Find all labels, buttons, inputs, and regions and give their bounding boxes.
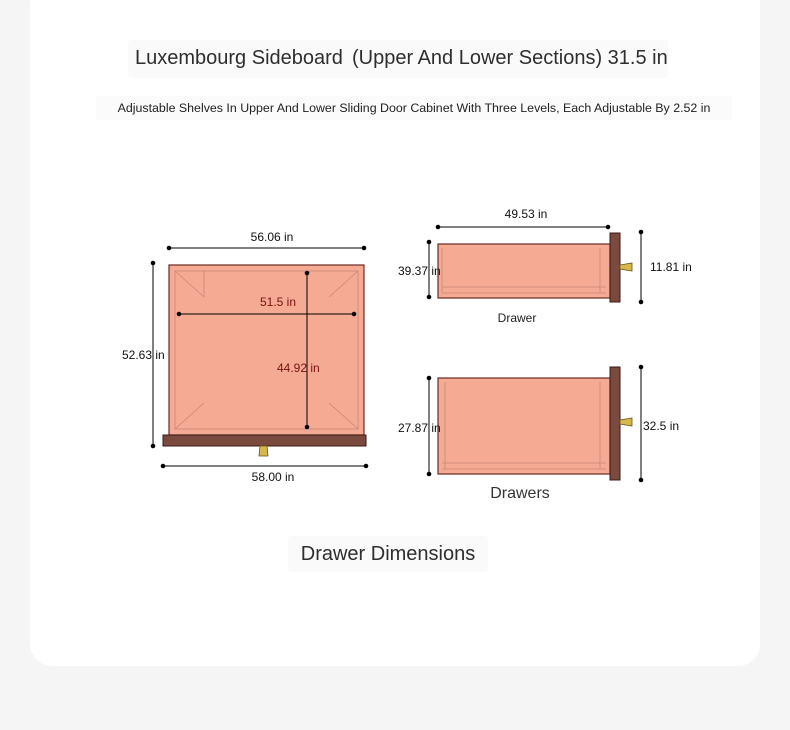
drawer-large-depth-label: 27.87 in — [398, 421, 441, 435]
drawer-small-box — [438, 244, 610, 298]
cabinet-height-label: 52.63 in — [122, 348, 165, 362]
drawer-small-side-view — [438, 233, 632, 302]
cabinet-base-width-label: 58.00 in — [251, 470, 295, 484]
cabinet-inner-width-label: 51.5 in — [259, 295, 297, 309]
drawer-large-box — [438, 378, 610, 474]
cabinet-body — [169, 265, 364, 435]
page-subtitle: Adjustable Shelves In Upper And Lower Sliding Door Cabinet With Three Levels, Each Adjustable By 2.52 in — [96, 96, 732, 120]
cabinet-front-view — [163, 265, 366, 456]
drawer-large-front-height-label: 32.5 in — [643, 419, 680, 433]
drawer-small-front — [610, 233, 620, 302]
cabinet-top-width-label: 56.06 in — [250, 230, 294, 244]
page-title: Luxembourg Sideboard — [135, 47, 343, 69]
cabinet-handle — [259, 446, 268, 456]
drawer-large-front — [610, 367, 620, 480]
drawer-small-front-height-label: 11.81 in — [650, 260, 692, 274]
cabinet-base-plinth — [163, 435, 366, 446]
drawer-large-caption: Drawers — [490, 485, 550, 502]
section-footer-title: Drawer Dimensions — [288, 536, 488, 572]
drawer-small-handle — [620, 263, 632, 271]
page-title-suffix: (Upper And Lower Sections) 31.5 in — [352, 47, 668, 69]
drawer-small-width-label: 49.53 in — [504, 207, 548, 221]
drawer-large-side-view — [438, 367, 632, 480]
drawer-small-caption: Drawer — [497, 311, 537, 325]
cabinet-inner-height-label: 44.92 in — [277, 361, 320, 375]
drawer-large-handle — [620, 418, 632, 426]
drawer-small-depth-label: 39.37 in — [398, 264, 441, 278]
